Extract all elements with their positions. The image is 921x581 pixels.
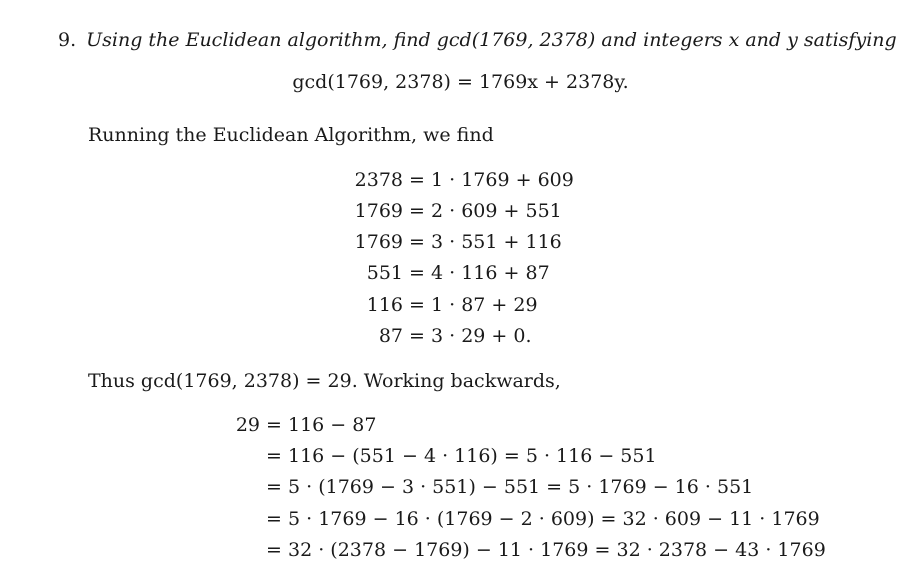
problem-statement bbox=[58, 28, 897, 52]
euclid-lhs: 87 bbox=[378, 325, 403, 347]
euclid-step bbox=[333, 261, 550, 285]
euclid-step bbox=[333, 293, 538, 317]
conclusion-text: Thus gcd(1769, 2378) = 29. Working backwards, bbox=[88, 370, 561, 392]
euclid-step bbox=[333, 230, 562, 254]
back-step bbox=[205, 413, 376, 437]
back-rhs: = 116 − 87 bbox=[266, 414, 377, 436]
euclid-rhs: = 3 · 29 + 0. bbox=[409, 325, 532, 347]
euclid-lhs: 551 bbox=[366, 262, 403, 284]
back-rhs: = 5 · (1769 − 3 · 551) − 551 = 5 · 1769 − 16 · 551 bbox=[266, 476, 754, 498]
euclid-step bbox=[333, 168, 574, 192]
back-rhs: = 116 − (551 − 4 · 116) = 5 · 116 − 551 bbox=[266, 445, 657, 467]
euclid-lhs: 2378 bbox=[354, 169, 403, 191]
euclid-lhs: 1769 bbox=[354, 200, 403, 222]
euclid-lhs: 116 bbox=[366, 294, 403, 316]
euclid-lhs: 1769 bbox=[354, 231, 403, 253]
euclid-step bbox=[333, 324, 532, 348]
euclid-step bbox=[333, 199, 562, 223]
problem-text: Using the Euclidean algorithm, find gcd(1769, 2378) and integers x and y satisfying bbox=[86, 29, 897, 51]
display-equation: gcd(1769, 2378) = 1769x + 2378y. bbox=[292, 71, 629, 93]
euclid-rhs: = 1 · 87 + 29 bbox=[409, 294, 538, 316]
euclid-rhs: = 3 · 551 + 116 bbox=[409, 231, 562, 253]
euclid-rhs: = 1 · 1769 + 609 bbox=[409, 169, 574, 191]
back-step bbox=[205, 444, 657, 468]
intro-text: Running the Euclidean Algorithm, we find bbox=[88, 124, 494, 146]
problem-number: 9. bbox=[58, 29, 77, 51]
back-rhs: = 32 · (2378 − 1769) − 11 · 1769 = 32 · 2378 − 43 · 1769 bbox=[266, 539, 826, 561]
back-step bbox=[205, 538, 826, 562]
back-rhs: = 5 · 1769 − 16 · (1769 − 2 · 609) = 32 · 609 − 11 · 1769 bbox=[266, 508, 820, 530]
euclid-rhs: = 2 · 609 + 551 bbox=[409, 200, 562, 222]
back-step bbox=[205, 475, 753, 499]
back-step bbox=[205, 507, 820, 531]
back-lhs: 29 bbox=[235, 414, 260, 436]
euclid-rhs: = 4 · 116 + 87 bbox=[409, 262, 550, 284]
